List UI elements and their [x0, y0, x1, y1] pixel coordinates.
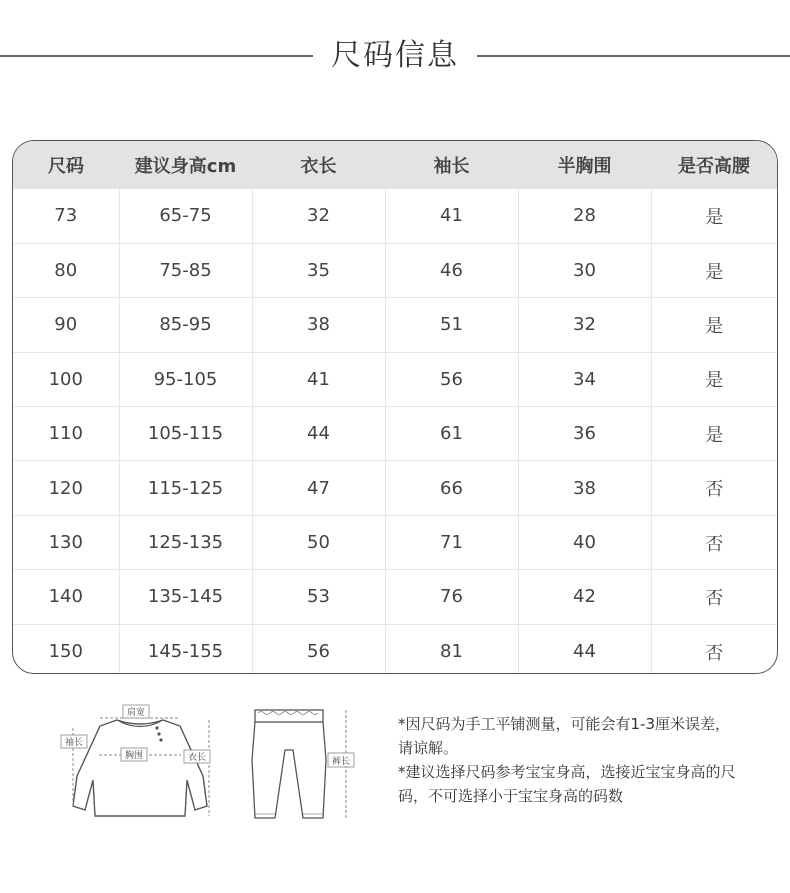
- size-table: [12, 140, 778, 674]
- cell-size: 90: [13, 298, 119, 352]
- header-size: 尺码: [48, 156, 84, 177]
- header-sleeve: 袖长: [433, 156, 470, 177]
- table-row: [13, 298, 777, 352]
- cell-chest: 30: [518, 243, 651, 297]
- sleeve-label: 袖长: [64, 738, 84, 748]
- cell-length: 41: [252, 352, 385, 406]
- cell-high-waist: 是: [651, 352, 777, 406]
- cell-height: 95-105: [119, 352, 252, 406]
- cell-high-waist: 是: [651, 243, 777, 297]
- cell-chest: 36: [518, 407, 651, 461]
- table-row: [13, 570, 777, 624]
- table-row: [13, 515, 777, 569]
- cell-size: 73: [13, 189, 119, 243]
- table-row: [13, 461, 777, 515]
- table-row: [13, 407, 777, 461]
- cell-high-waist: 否: [651, 461, 777, 515]
- table-row: [13, 243, 777, 297]
- cell-high-waist: 是: [651, 298, 777, 352]
- title-line-right: [477, 55, 790, 57]
- cell-length: 38: [252, 298, 385, 352]
- note-recommendation: *建议选择尺码参考宝宝身高，选接近宝宝身高的尺码，不可选择小于宝宝身高的码数: [398, 763, 736, 805]
- cell-size: 120: [13, 461, 119, 515]
- header-high-waist: 是否高腰: [678, 156, 750, 177]
- header-chest: 半胸围: [557, 156, 612, 177]
- cell-high-waist: 否: [651, 624, 777, 674]
- shoulder-label: 肩宽: [126, 708, 146, 718]
- cell-sleeve: 71: [385, 515, 518, 569]
- cell-height: 145-155: [119, 624, 252, 674]
- cell-chest: 42: [518, 570, 651, 624]
- note-measurement: *因尺码为手工平铺测量，可能会有1-3厘米误差，请谅解。: [398, 715, 731, 757]
- cell-sleeve: 51: [385, 298, 518, 352]
- cell-size: 130: [13, 515, 119, 569]
- header-length: 衣长: [300, 156, 337, 177]
- cell-height: 65-75: [119, 189, 252, 243]
- chest-label: 胸围: [124, 751, 144, 761]
- cell-length: 44: [252, 407, 385, 461]
- cell-length: 56: [252, 624, 385, 674]
- cell-length: 50: [252, 515, 385, 569]
- size-notes: [398, 712, 743, 808]
- cell-chest: 32: [518, 298, 651, 352]
- pants-outline: [252, 722, 326, 818]
- table-row: [13, 624, 777, 674]
- cell-height: 105-115: [119, 407, 252, 461]
- table-row: [13, 352, 777, 406]
- cell-high-waist: 否: [651, 515, 777, 569]
- cell-chest: 44: [518, 624, 651, 674]
- cell-height: 85-95: [119, 298, 252, 352]
- table-row: [13, 189, 777, 243]
- cell-chest: 40: [518, 515, 651, 569]
- cell-height: 75-85: [119, 243, 252, 297]
- cell-height: 135-145: [119, 570, 252, 624]
- cell-size: 150: [13, 624, 119, 674]
- cell-size: 140: [13, 570, 119, 624]
- cell-length: 53: [252, 570, 385, 624]
- cell-sleeve: 66: [385, 461, 518, 515]
- length-label: 衣长: [187, 753, 207, 763]
- cell-length: 32: [252, 189, 385, 243]
- cell-high-waist: 是: [651, 407, 777, 461]
- cell-sleeve: 61: [385, 407, 518, 461]
- cell-size: 80: [13, 243, 119, 297]
- cell-size: 100: [13, 352, 119, 406]
- cell-sleeve: 76: [385, 570, 518, 624]
- shirt-outline: [73, 720, 207, 816]
- page-title: 尺码信息: [331, 38, 459, 73]
- cell-sleeve: 56: [385, 352, 518, 406]
- table-header-row: [13, 141, 777, 189]
- header-height: 建议身高cm: [134, 156, 237, 177]
- cell-length: 47: [252, 461, 385, 515]
- cell-sleeve: 46: [385, 243, 518, 297]
- cell-size: 110: [13, 407, 119, 461]
- cell-sleeve: 81: [385, 624, 518, 674]
- top-measurement-illustration: [55, 698, 220, 828]
- cell-high-waist: 是: [651, 189, 777, 243]
- cell-height: 115-125: [119, 461, 252, 515]
- cell-high-waist: 否: [651, 570, 777, 624]
- cell-sleeve: 41: [385, 189, 518, 243]
- pants-measurement-illustration: [240, 700, 360, 830]
- cell-chest: 28: [518, 189, 651, 243]
- title-line-left: [0, 55, 313, 57]
- cell-chest: 38: [518, 461, 651, 515]
- cell-chest: 34: [518, 352, 651, 406]
- cell-height: 125-135: [119, 515, 252, 569]
- cell-length: 35: [252, 243, 385, 297]
- pants-length-label: 裤长: [331, 757, 351, 767]
